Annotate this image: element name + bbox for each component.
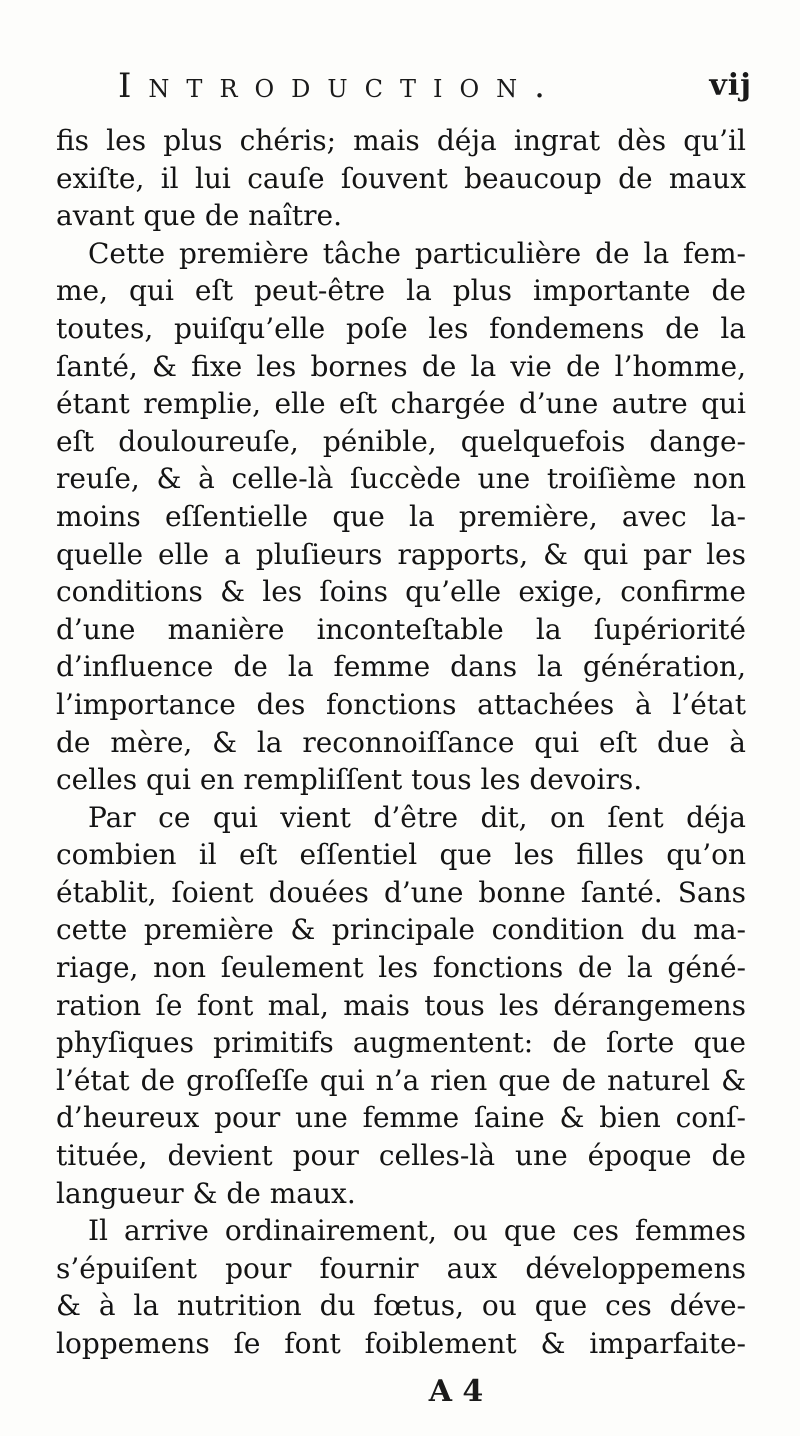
text-line: reuſe, & à celle-là ſuccède une troiſième non — [56, 462, 746, 496]
text-line: exiſte, il lui cauſe ſouvent beaucoup de maux — [56, 161, 746, 195]
text-line: riage, non ſeulement les fonctions de la géné- — [56, 951, 746, 985]
text-line: l’état de groſſeſſe qui n’a rien que de naturel & — [56, 1063, 746, 1097]
text-line: s’épuiſent pour fournir aux développemens — [56, 1251, 746, 1285]
text-line: combien il eſt eſſentiel que les filles qu’on — [56, 838, 746, 872]
text-line: moins eſſentielle que la première, avec la- — [56, 499, 746, 533]
text-line: Cette première tâche particulière de la fem- — [88, 236, 746, 270]
signature-mark: A 4 — [428, 1374, 484, 1409]
text-line: langueur & de maux. — [56, 1176, 356, 1210]
text-line: & à la nutrition du fœtus, ou que ces déve- — [56, 1289, 746, 1323]
text-line: fis les plus chéris; mais déja ingrat dès qu’il — [56, 124, 746, 157]
text-line: quelle elle a pluſieurs rapports, & qui par les — [56, 537, 746, 571]
text-line: Il arrive ordinairement, ou que ces femmes — [88, 1214, 746, 1248]
paragraph — [56, 235, 746, 799]
text-line: d’influence de la femme dans la génération, — [56, 650, 746, 684]
paragraph — [56, 1212, 746, 1362]
text-line: avant que de naître. — [56, 199, 343, 233]
text-line: d’heureux pour une femme ſaine & bien conſ- — [56, 1101, 746, 1135]
text-line: l’importance des fonctions attachées à l’état — [56, 687, 746, 721]
text-line: loppemens ſe font foiblement & imparfaite- — [56, 1327, 746, 1360]
text-line: celles qui en rempliſſent tous les devoirs. — [56, 763, 643, 797]
page-number: vij — [709, 68, 752, 103]
text-line: phyſiques primitifs augmentent: de ſorte que — [56, 1026, 746, 1060]
paragraph — [56, 799, 746, 1213]
text-line: de mère, & la reconnoiſſance qui eſt due à — [56, 725, 746, 759]
text-line: ration ſe font mal, mais tous les dérangemens — [56, 988, 746, 1022]
text-line: d’une manière inconteſtable la ſupériorité — [56, 612, 746, 646]
paragraph — [56, 122, 746, 235]
running-head — [118, 66, 752, 114]
text-line: conditions & les ſoins qu’elle exige, confirme — [56, 575, 746, 609]
text-line: toutes, puiſqu’elle poſe les fondemens de la — [56, 311, 746, 345]
text-line: établit, ſoient douées d’une bonne ſanté. Sans — [56, 875, 746, 909]
running-title: Introduction. — [118, 66, 562, 106]
text-line: eſt douloureuſe, pénible, quelquefois dange- — [56, 424, 746, 458]
body-text — [56, 122, 746, 1363]
text-line: étant remplie, elle eſt chargée d’une autre qui — [56, 387, 746, 421]
text-line: ſanté, & fixe les bornes de la vie de l’homme, — [56, 349, 746, 383]
text-line: cette première & principale condition du ma- — [56, 913, 746, 947]
text-line: Par ce qui vient d’être dit, on ſent déja — [88, 800, 746, 834]
text-line: me, qui eſt peut-être la plus importante de — [56, 274, 746, 308]
text-line: tituée, devient pour celles-là une époque de — [56, 1139, 746, 1173]
